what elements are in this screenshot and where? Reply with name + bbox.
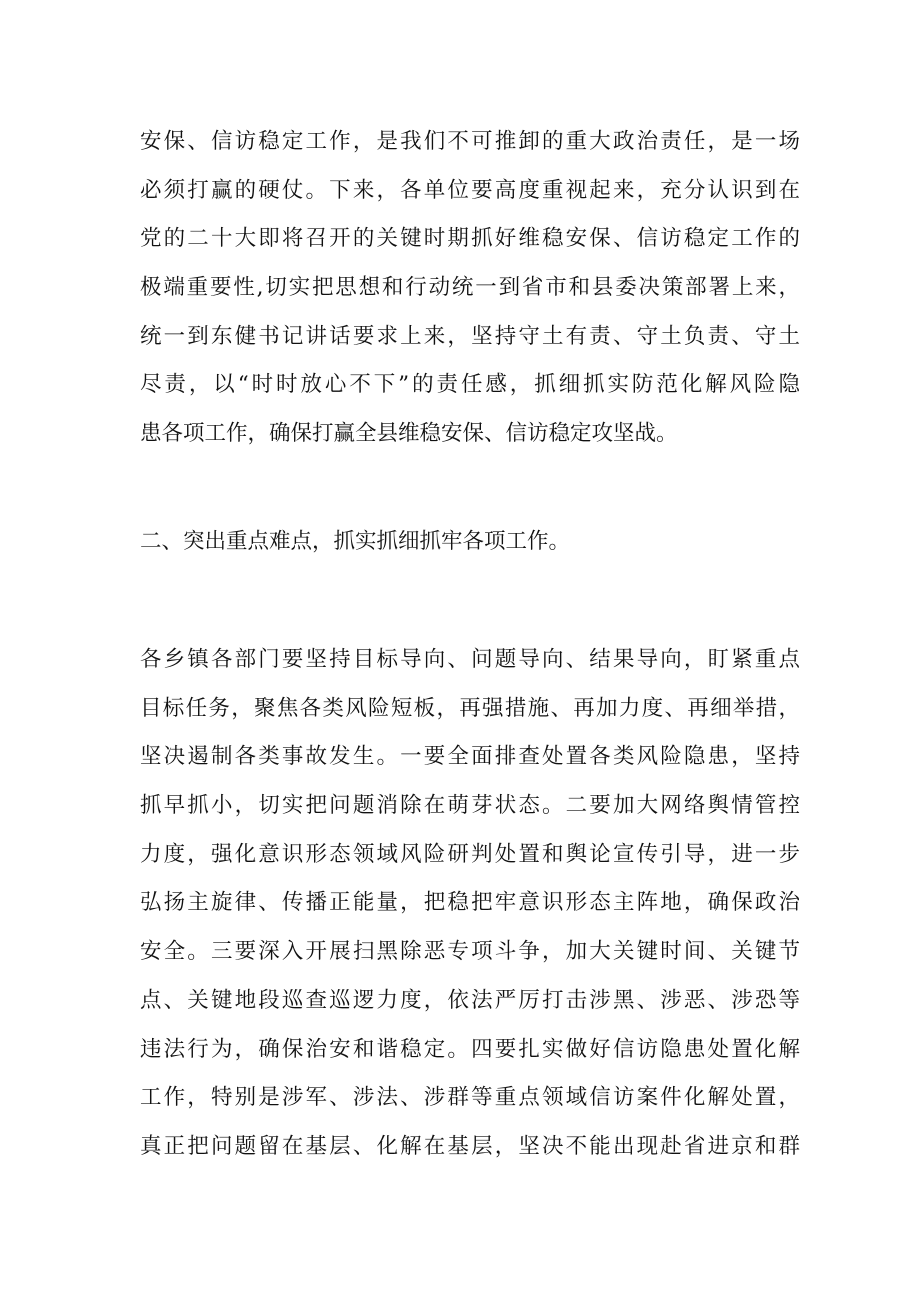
text-line: 统一到东健书记讲话要求上来，坚持守土有责、守土负责、守土 (140, 323, 800, 349)
text-line: 目标任务，聚焦各类风险短板，再强措施、再加力度、再细举措， (140, 695, 800, 721)
text-line: 弘扬主旋律、传播正能量，把稳把牢意识形态主阵地，确保政治 (140, 890, 800, 916)
section-heading (140, 518, 800, 567)
text-line: 工作，特别是涉军、涉法、涉群等重点领域信访案件化解处置， (140, 1085, 800, 1111)
text-line: 极端重要性,切实把思想和行动统一到省市和县委决策部署上来， (140, 275, 800, 301)
text-line: 坚决遏制各类事故发生。一要全面排查处置各类风险隐患，坚持 (140, 744, 800, 770)
text-line: 安保、信访稳定工作，是我们不可推卸的重大政治责任，是一场 (140, 129, 800, 154)
text-line: 患各项工作，确保打赢全县维稳安保、信访稳定攻坚战。 (140, 421, 678, 447)
text-line: 必须打赢的硬仗。下来，各单位要高度重视起来，充分认识到在 (140, 177, 800, 203)
text-line: 尽责，以“时时放心不下”的责任感，抓细抓实防范化解风险隐 (140, 372, 800, 398)
text-line: 违法行为，确保治安和谐稳定。四要扎实做好信访隐患处置化解 (140, 1036, 800, 1062)
heading-text: 二、突出重点难点，抓实抓细抓牢各项工作。 (140, 529, 571, 554)
text-line: 党的二十大即将召开的关键时期抓好维稳安保、信访稳定工作的 (140, 226, 800, 252)
text-line: 真正把问题留在基层、化解在基层，坚决不能出现赴省进京和群 (140, 1133, 800, 1159)
text-line: 抓早抓小，切实把问题消除在萌芽状态。二要加大网络舆情管控 (140, 793, 800, 819)
text-line: 力度，强化意识形态领域风险研判处置和舆论宣传引导，进一步 (140, 841, 800, 867)
text-line: 安全。三要深入开展扫黑除恶专项斗争，加大关键时间、关键节 (140, 939, 800, 965)
text-line: 点、关键地段巡查巡逻力度，依法严厉打击涉黑、涉恶、涉恐等 (140, 987, 800, 1013)
paragraph-stability-responsibility (140, 118, 800, 459)
text-line: 各乡镇各部门要坚持目标导向、问题导向、结果导向，盯紧重点 (140, 647, 800, 672)
paragraph-key-tasks (140, 636, 800, 1172)
